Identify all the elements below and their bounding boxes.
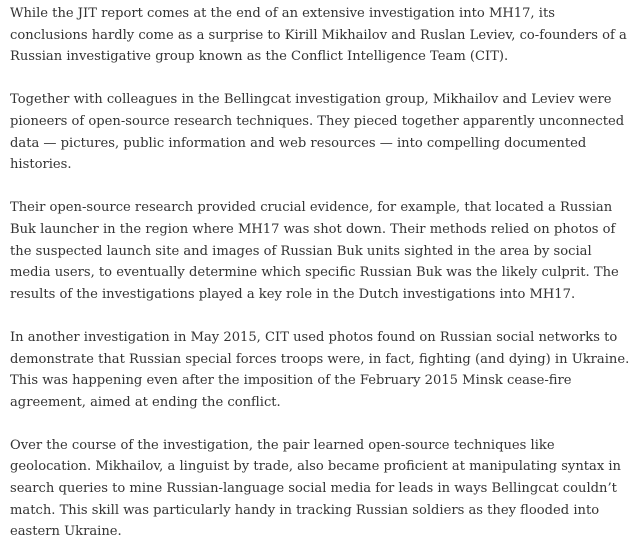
paragraph-special-forces: In another investigation in May 2015, CIT used photos found on Russian social networks to demonstrate that Russian special forces troops were, in fact, fighting (and dying) in Ukraine. This was happening even after the imposition of the February 2015 Minsk cease-fire agreement, aimed at ending the conflict. — [10, 329, 630, 410]
paragraph-buk-evidence: Their open-source research provided crucial evidence, for example, that located a Russian Buk launcher in the region where MH17 was shot down. Their methods relied on photos of the suspected launch site and images of Russian Buk units sighted in the area by social media users, to eventually determine which specific Russian Buk was the likely culprit. The results of the investigations played a key role in the Dutch investigations into MH17. — [10, 200, 619, 302]
paragraph-geolocation: Over the course of the investigation, the pair learned open-source techniques like geolocation. Mikhailov, a linguist by trade, also became proficient at manipulating syntax in search queries to mine Russian-language social media for leads in ways Bellingcat couldn’t match. This skill was particularly handy in tracking Russian soldiers as they flooded into eastern Ukraine. — [10, 437, 621, 540]
paragraph-jit-report: While the JIT report comes at the end of an extensive investigation into MH17, its conclusions hardly come as a surprise to Kirill Mikhailov and Ruslan Leviev, co-founders of a Russian investigative group known as the Conflict Intelligence Team (CIT). — [10, 6, 627, 65]
paragraph-bellingcat-pioneers: Together with colleagues in the Bellingcat investigation group, Mikhailov and Leviev were pioneers of open-source research techniques. They pieced together apparently unconnected data — pictures, public information and web resources — into compelling documented histories. — [10, 92, 625, 173]
